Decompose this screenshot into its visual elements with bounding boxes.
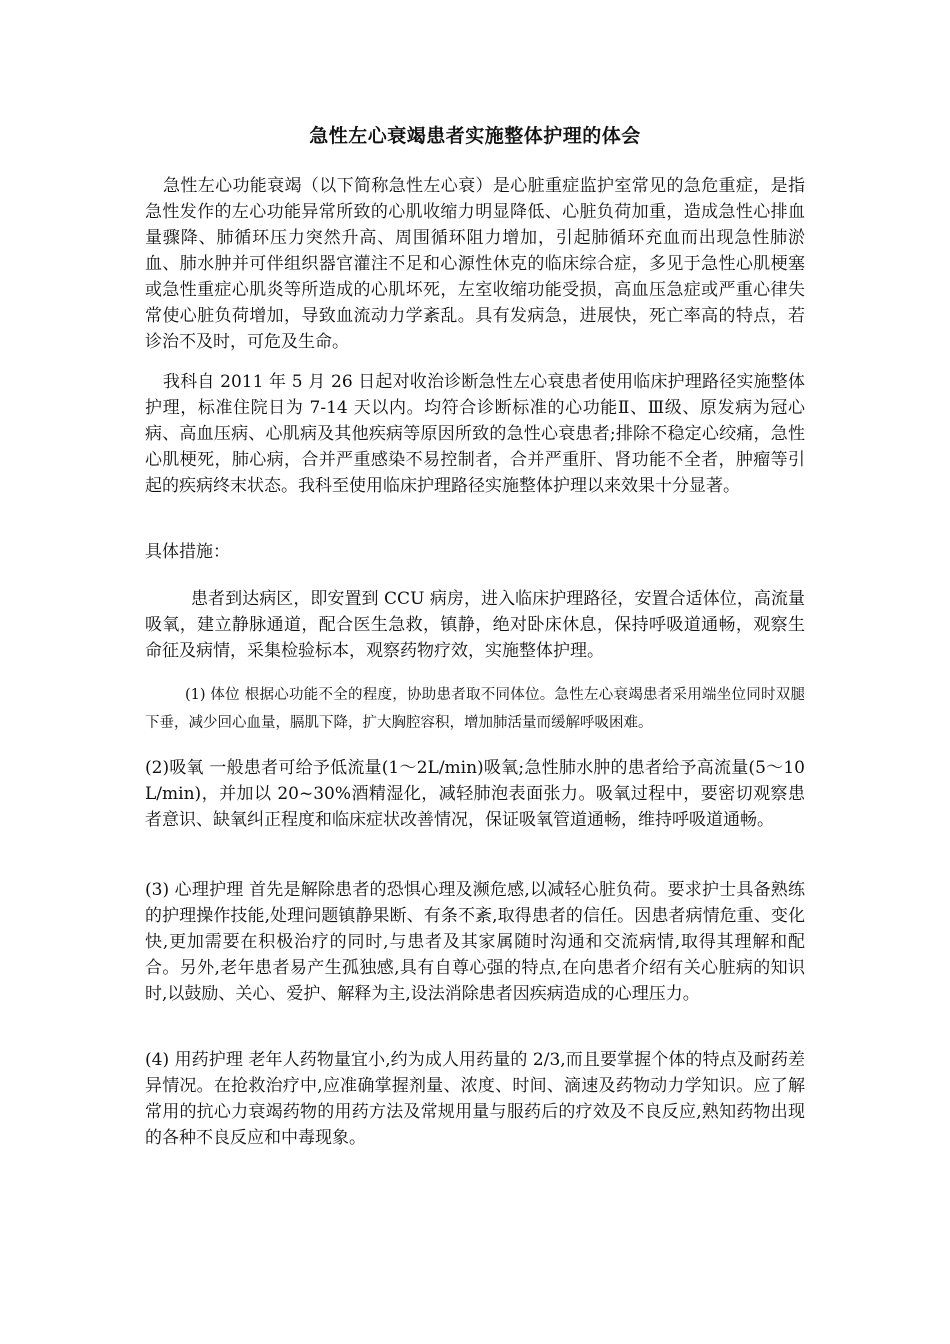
paragraph-medication-care: (4) 用药护理 老年人药物量宜小,约为成人用药量的 2/3,而且要掌握个体的特点及耐药差异情况。在抢救治疗中,应准确掌握剂量、浓度、时间、滴速及药物动力学知识。应了解常用的抗心力衰竭药物的用药方法及常规用量与服药后的疗效及不良反应,熟知药物出现的各种不良反应和中毒现象。 <box>145 1050 805 1148</box>
paragraph-intro: 急性左心功能衰竭（以下简称急性左心衰）是心脏重症监护室常见的急危重症，是指急性发作的左心功能异常所致的心肌收缩力明显降低、心脏负荷加重，造成急性心排血量骤降、肺循环压力突然升高、周围循环阻力增加，引起肺循环充血而出现急性肺淤血、肺水肿并可伴组织器官灌注不足和心源性休克的临床综合症，多见于急性心肌梗塞或急性重症心肌炎等所造成的心肌坏死，左室收缩功能受损，高血压急症或严重心律失常使心脏负荷增加，导致血流动力学紊乱。具有发病急，进展快，死亡率高的特点，若诊治不及时，可危及生命。 <box>145 176 805 352</box>
document-title: 急性左心衰竭患者实施整体护理的体会 <box>309 125 641 147</box>
paragraph-oxygen: (2)吸氧 一般患者可给予低流量(1～2L/min)吸氧;急性肺水肿的患者给予高流量(5～10L/min)，并加以 20~30%酒精湿化，减轻肺泡表面张力。吸氧过程中，要密切观察患者意识、缺氧纠正程度和临床症状改善情况，保证吸氧管道通畅，维持呼吸道通畅。 <box>145 758 805 830</box>
paragraph-department-practice: 我科自 2011 年 5 月 26 日起对收治诊断急性左心衰患者使用临床护理路径实施整体护理，标准住院日为 7-14 天以内。均符合诊断标准的心功能Ⅱ、Ⅲ级、原发病为冠心病、高血压病、心肌病及其他疾病等原因所致的急性心衰患者;排除不稳定心绞痛，急性心肌梗死，肺心病，合并严重感染不易控制者，合并严重肝、肾功能不全者，肿瘤等引起的疾病终末状态。我科至使用临床护理路径实施整体护理以来效果十分显著。 <box>145 372 805 496</box>
paragraph-measures-heading: 具体措施： <box>145 542 230 562</box>
paragraph-psychological-care: (3) 心理护理 首先是解除患者的恐惧心理及濒危感,以减轻心脏负荷。要求护士具备熟练的护理操作技能,处理问题镇静果断、有条不紊,取得患者的信任。因患者病情危重、变化快,更加需要在积极治疗的同时,与患者及其家属随时沟通和交流病情,取得其理解和配合。另外,老年患者易产生孤独感,具有自尊心强的特点,在向患者介绍有关心脏病的知识时,以鼓励、关心、爱护、解释为主,设法消除患者因疾病造成的心理压力。 <box>145 880 805 1004</box>
paragraph-position: (1) 体位 根据心功能不全的程度，协助患者取不同体位。急性左心衰竭患者采用端坐位同时双腿下垂，减少回心血量，膈肌下降，扩大胸腔容积，增加肺活量而缓解呼吸困难。 <box>145 687 805 731</box>
paragraph-admission: 患者到达病区，即安置到 CCU 病房，进入临床护理路径，安置合适体位，高流量吸氧，建立静脉通道，配合医生急救，镇静，绝对卧床休息，保持呼吸道通畅，观察生命征及病情，采集检验标本，观察药物疗效，实施整体护理。 <box>145 589 805 661</box>
